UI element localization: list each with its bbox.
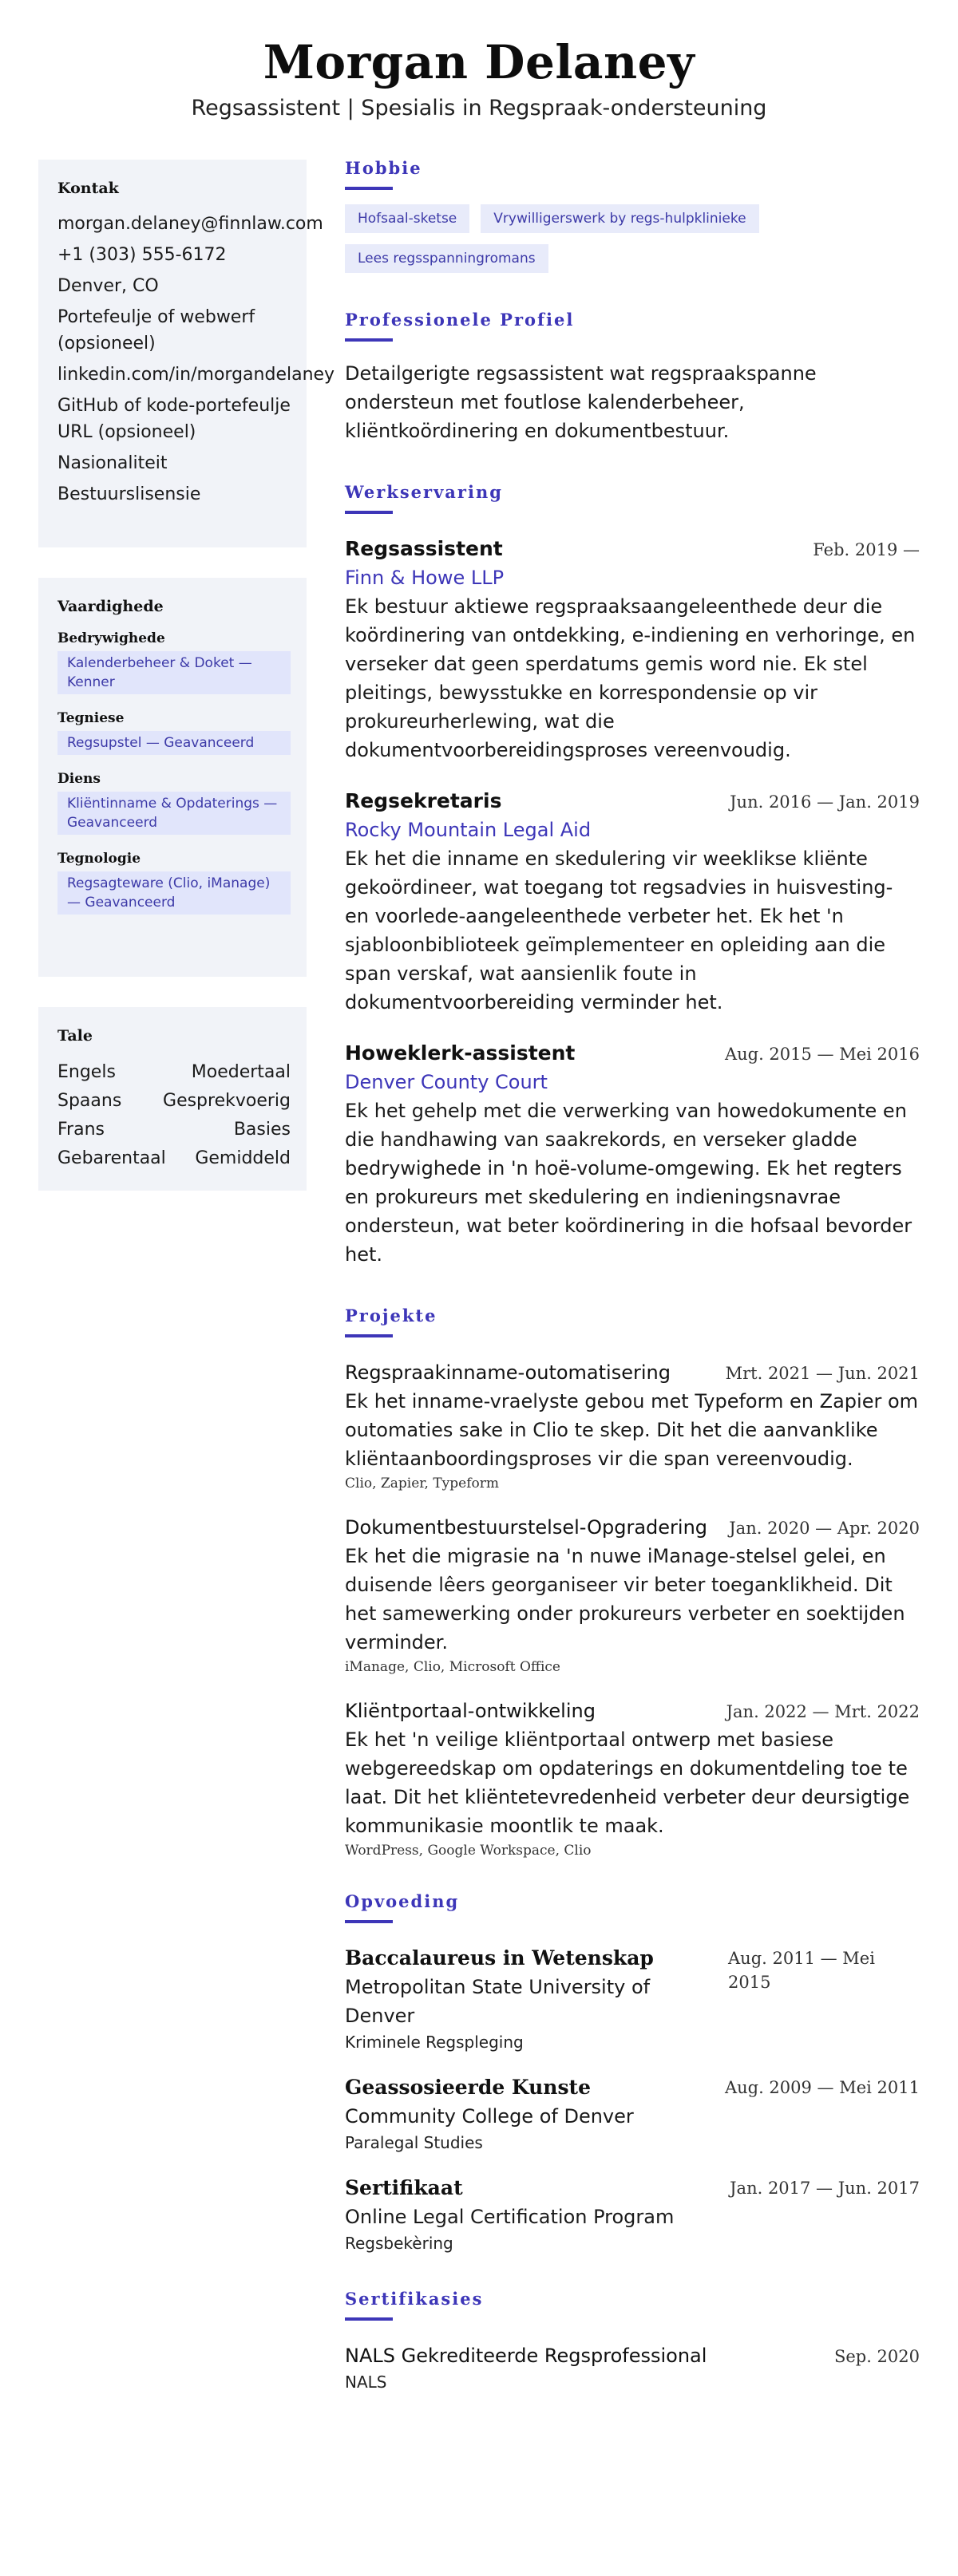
education-dates: Aug. 2009 — Mei 2011 [724, 2078, 920, 2097]
language-name: Engels [57, 1062, 116, 1082]
education-dates: Aug. 2011 — Mei 2015 [728, 1949, 875, 1992]
contact-nationality: Nasionaliteit [57, 453, 168, 473]
project-tech: WordPress, Google Workspace, Clio [345, 1843, 592, 1859]
language-level: Gesprekvoerig [163, 1091, 291, 1111]
languages-title: Tale [57, 1027, 93, 1045]
hobby-list [345, 204, 920, 273]
skill-group-title: Bedrywighede [57, 630, 165, 646]
language-row [57, 1116, 291, 1144]
job-dates: Jun. 2016 — Jan. 2019 [730, 792, 920, 812]
education-field: Kriminele Regspleging [345, 2033, 524, 2052]
project-tech: Clio, Zapier, Typeform [345, 1476, 499, 1491]
language-name: Gebarentaal [57, 1148, 166, 1168]
job-header [345, 787, 920, 816]
language-name: Frans [57, 1120, 105, 1140]
project-description: Ek het inname-vraelyste gebou met Typeform en Zapier om outomaties sake in Clio te skep. Dit het die aanvanklike kliëntaanboordingsproses vir die span vereenvoudig. [345, 1390, 919, 1470]
hobby-chip: Vrywilligerswerk by regs-hulpklinieke [481, 204, 758, 233]
project-header [345, 1358, 920, 1387]
section-divider [345, 187, 393, 190]
project-title: Regspraakinname-outomatisering [345, 1361, 671, 1384]
education-field: Paralegal Studies [345, 2133, 483, 2152]
section-divider [345, 338, 393, 342]
education-degree: Geassosieerde Kunste [345, 2076, 591, 2099]
education-school: Metropolitan State University of Denver [345, 1976, 651, 2027]
contact-github[interactable]: GitHub of kode-portefeulje URL (opsioneel) [57, 396, 291, 442]
contact-phone[interactable]: +1 (303) 555-6172 [57, 245, 227, 265]
language-level: Moedertaal [191, 1062, 291, 1082]
contact-license: Bestuurslisensie [57, 484, 201, 504]
education-school: Online Legal Certification Program [345, 2206, 675, 2228]
certification-entry [345, 2341, 920, 2394]
language-name: Spaans [57, 1091, 122, 1111]
skill-group-title: Tegniese [57, 710, 125, 726]
job-description: Ek het gehelp met die verwerking van howedokumente en die handhawing van saakrekords, en verseker gladde bedrywighede in 'n hoë-volume-omgewing. Ek het regters en prokureurs met skedulering en indieningsnavrae ondersteun, wat beter koördinering in die hofsaal bevorder het. [345, 1100, 912, 1266]
section-divider [345, 1920, 393, 1923]
project-header [345, 1513, 920, 1542]
education-entry [345, 1944, 920, 2054]
profile-summary: Detailgerigte regsassistent wat regspraakspanne ondersteun met foutlose kalenderbeheer, kliëntkoördinering en dokumentbestuur. [345, 362, 817, 442]
job-dates: Aug. 2015 — Mei 2016 [724, 1045, 920, 1064]
section-divider [345, 1334, 393, 1337]
education-dates: Jan. 2017 — Jun. 2017 [730, 2179, 920, 2198]
language-level: Gemiddeld [195, 1148, 291, 1168]
section-title: Sertifikasies [345, 2289, 484, 2309]
job-company: Finn & Howe LLP [345, 567, 505, 589]
skill-chip: Kliëntinname & Opdaterings — Geavanceerd [57, 792, 291, 835]
section-title: Professionele Profiel [345, 310, 575, 330]
certification-date: Sep. 2020 [833, 2347, 920, 2366]
section-title: Opvoeding [345, 1891, 460, 1911]
job-entry [345, 787, 920, 1017]
section-title: Projekte [345, 1306, 437, 1326]
job-header [345, 1039, 920, 1068]
skill-chip: Kalenderbeheer & Doket — Kenner [57, 651, 291, 694]
language-row [57, 1144, 291, 1173]
skill-chip: Regsupstel — Geavanceerd [57, 731, 291, 755]
candidate-name: Morgan Delaney [263, 35, 695, 89]
contact-linkedin[interactable]: linkedin.com/in/morgandelaney [57, 365, 335, 385]
education-section [345, 1890, 920, 2255]
section-divider [345, 511, 393, 514]
language-level: Basies [233, 1120, 291, 1140]
job-entry [345, 1039, 920, 1269]
skill-group-title: Diens [57, 771, 101, 787]
job-dates: Feb. 2019 — [813, 540, 920, 559]
language-row [57, 1087, 291, 1116]
job-company: Denver County Court [345, 1071, 548, 1093]
project-entry [345, 1513, 920, 1677]
projects-section [345, 1304, 920, 1861]
education-degree: Baccalaureus in Wetenskap [345, 1946, 654, 1970]
certification-header [345, 2341, 920, 2370]
project-entry [345, 1358, 920, 1494]
education-school: Community College of Denver [345, 2105, 634, 2128]
certifications-section [345, 2287, 920, 2394]
education-header [345, 1944, 920, 2054]
job-company: Rocky Mountain Legal Aid [345, 819, 592, 841]
certification-name: NALS Gekrediteerde Regsprofessional [345, 2345, 707, 2367]
job-description: Ek het die inname en skedulering vir weeklikse kliënte gekoördineer, wat toegang tot regsadvies in huisvesting- en voorlede-aangeleenthede verbeter het. Ek het 'n sjabloonbiblioteek geïmplementeer en opleiding aan die span verskaf, wat aansienlik foute in dokumentvoorbereiding verminder het. [345, 847, 893, 1013]
project-tech: iManage, Clio, Microsoft Office [345, 1659, 560, 1675]
skill-chip: Regsagteware (Clio, iManage) — Geavanceerd [57, 871, 291, 915]
contact-email[interactable]: morgan.delaney@finnlaw.com [57, 214, 323, 234]
hobbies-section [345, 156, 920, 273]
languages-box [38, 1007, 307, 1191]
hobby-chip: Hofsaal-sketse [345, 204, 469, 233]
project-dates: Mrt. 2021 — Jun. 2021 [725, 1364, 920, 1383]
job-entry [345, 535, 920, 765]
skill-group-title: Tegnologie [57, 851, 141, 867]
education-degree: Sertifikaat [345, 2176, 463, 2199]
profile-section [345, 308, 920, 445]
project-title: Kliëntportaal-ontwikkeling [345, 1700, 596, 1722]
project-title: Dokumentbestuurstelsel-Opgradering [345, 1516, 708, 1539]
education-header [345, 2073, 920, 2155]
resume-header [0, 30, 958, 123]
section-title: Hobbie [345, 158, 422, 178]
project-description: Ek het die migrasie na 'n nuwe iManage-stelsel gelei, en duisende lêers georganiseer vir beter toeganklikheid. Dit het samewerking onder prokureurs verbeter en soektijden verminder. [345, 1545, 905, 1653]
contact-title: Kontak [57, 180, 119, 197]
project-dates: Jan. 2022 — Mrt. 2022 [726, 1702, 920, 1721]
contact-box [38, 160, 335, 547]
contact-portfolio[interactable]: Portefeulje of webwerf (opsioneel) [57, 307, 255, 354]
hobby-chip: Lees regsspanningromans [345, 244, 548, 273]
project-header [345, 1697, 920, 1725]
project-entry [345, 1697, 920, 1861]
language-row [57, 1058, 291, 1087]
section-title: Werkservaring [345, 482, 503, 502]
job-title: Howeklerk-assistent [345, 1041, 576, 1065]
job-title: Regsassistent [345, 537, 503, 560]
education-field: Regsbekèring [345, 2234, 453, 2253]
job-description: Ek bestuur aktiewe regspraaksaangeleenthede deur die koördinering van ontdekking, e-indiening en verhoringe, en verseker dat geen sperdatums gemis word nie. Ek stel pleitings, bewysstukke en korrespondensie op vir prokureurherlewing, wat die dokumentvoorbereidingsproses vereenvoudig. [345, 595, 916, 761]
candidate-headline: Regsassistent | Spesialis in Regspraak-ondersteuning [191, 96, 767, 121]
project-dates: Jan. 2020 — Apr. 2020 [729, 1519, 920, 1538]
education-entry [345, 2073, 920, 2155]
skills-box [38, 578, 307, 977]
project-description: Ek het 'n veilige kliëntportaal ontwerp met basiese webgereedskap om opdaterings en dokumentdeling toe te laat. Dit het kliëntetevredenheid verbeter deur deursigtige kommunikasie moontlik te maak. [345, 1729, 910, 1837]
contact-location: Denver, CO [57, 276, 159, 296]
main-column [345, 156, 920, 2394]
experience-section [345, 480, 920, 1269]
education-entry [345, 2174, 920, 2255]
education-header [345, 2174, 920, 2255]
section-divider [345, 2317, 393, 2321]
skills-title: Vaardighede [57, 598, 164, 615]
job-header [345, 535, 920, 563]
certification-issuer: NALS [345, 2373, 387, 2392]
job-title: Regsekretaris [345, 789, 502, 812]
